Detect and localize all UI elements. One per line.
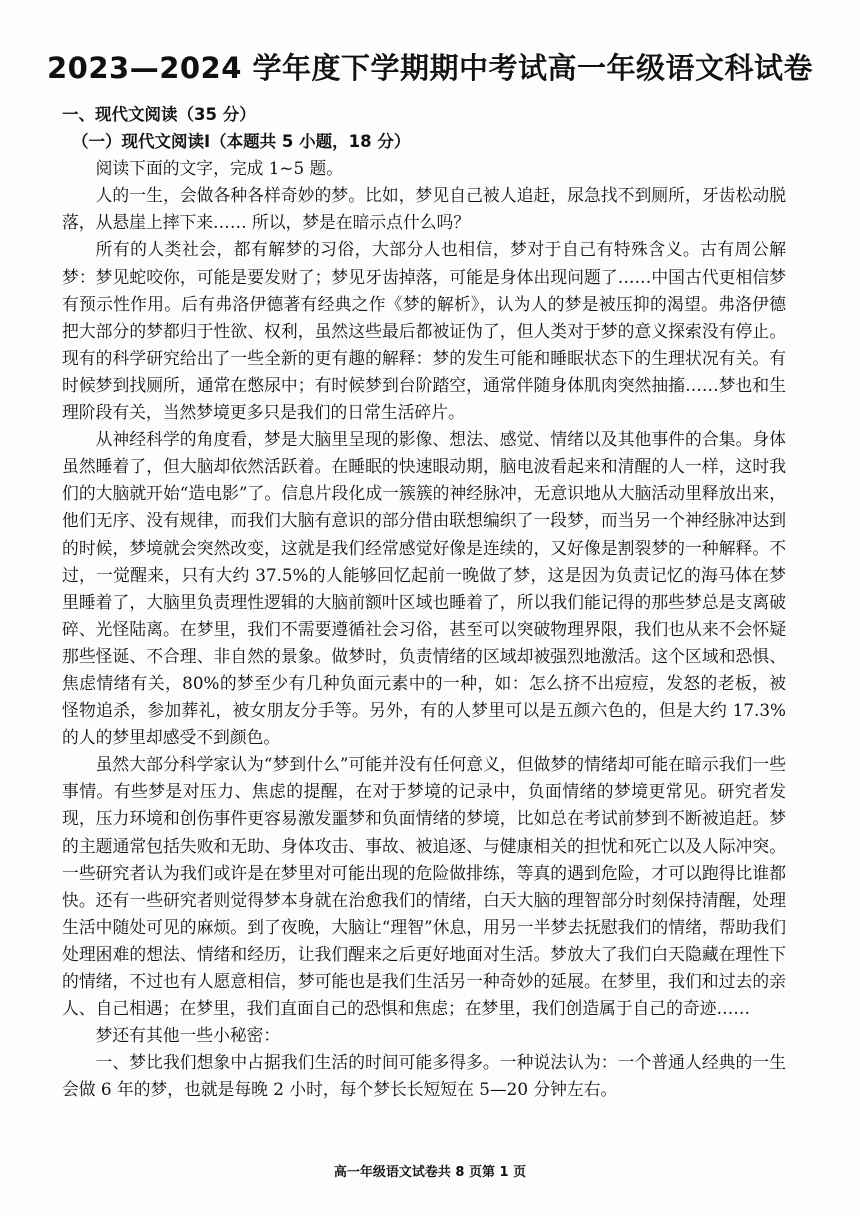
paragraph-1: 人的一生，会做各种各样奇妙的梦。比如，梦见自己被人追赶，尿急找不到厕所，牙齿松动脱落，从悬崖上摔下来…… 所以，梦是在暗示点什么吗？ [62,185,786,233]
paragraph-4: 虽然大部分科学家认为“梦到什么”可能并没有任何意义，但做梦的情绪却可能在暗示我们一些事情。有些梦是对压力、焦虑的提醒，在对于梦境的记录中，负面情绪的梦境更常见。研究者发现，压力环境和创伤事件更容易激发噩梦和负面情绪的梦境，比如总在考试前梦到不断被追赶。梦的主题通常包括失败和无助、身体攻击、事故、被追逐、与健康相关的担忧和死亡以及人际冲突。一些研究者认为我们或许是在梦里对可能出现的危险做排练，等真的遇到危险，才可以跑得比谁都快。还有一些研究者则觉得梦本身就在治愈我们的情绪，白天大脑的理智部分时刻保持清醒，处理生活中随处可见的麻烦。到了夜晚，大脑让“理智”休息，用另一半梦去抚慰我们的情绪，帮助我们处理困难的想法、情绪和经历，让我们醒来之后更好地面对生活。梦放大了我们白天隐藏在理性下的情绪，不过也有人愿意相信，梦可能也是我们生活另一种奇妙的延展。在梦里，我们和过去的亲人、自己相遇；在梦里，我们直面自己的恐惧和焦虑；在梦里，我们创造属于自己的奇迹…… [62,754,786,1019]
paragraph-2: 所有的人类社会，都有解梦的习俗，大部分人也相信，梦对于自己有特殊含义。古有周公解梦：梦见蛇咬你，可能是要发财了；梦见牙齿掉落，可能是身体出现问题了……中国古代更相信梦有预示性作用。后有弗洛伊德著有经典之作《梦的解析》，认为人的梦是被压抑的渴望。弗洛伊德把大部分的梦都归于性欲、权利，虽然这些最后都被证伪了，但人类对于梦的意义探索没有停止。现有的科学研究给出了一些全新的更有趣的解释：梦的发生可能和睡眠状态下的生理状况有关。有时候梦到找厕所，通常在憋尿中；有时候梦到台阶踏空，通常伴随身体肌肉突然抽搐……梦也和生理阶段有关，当然梦境更多只是我们的日常生活碎片。 [62,239,786,423]
instruction-text: 阅读下面的文字，完成 1~5 题。 [95,158,344,179]
subsection-heading: （一）现代文阅读Ⅰ（本题共 5 小题，18 分） [72,132,411,152]
section-heading: 一、现代文阅读（35 分） [62,105,256,124]
page-footer: 高一年级语文试卷共 8 页第 1 页 [333,1165,527,1180]
exam-title: 2023—2024 学年度下学期期中考试高一年级语文科试卷 [46,51,814,85]
reading-passage [62,101,786,1103]
paragraph-6: 一、梦比我们想象中占据我们生活的时间可能多得多。一种说法认为：一个普通人经典的一生会做 6 年的梦，也就是每晚 2 小时，每个梦长长短短在 5—20 分钟左右。 [62,1052,786,1100]
paragraph-3: 从神经科学的角度看，梦是大脑里呈现的影像、想法、感觉、情绪以及其他事件的合集。身体虽然睡着了，但大脑却依然活跃着。在睡眠的快速眼动期，脑电波看起来和清醒的人一样，这时我们的大脑就开始“造电影”了。信息片段化成一簇簇的神经脉冲，无意识地从大脑活动里释放出来，他们无序、没有规律，而我们大脑有意识的部分借由联想编织了一段梦，而当另一个神经脉冲达到的时候，梦境就会突然改变，这就是我们经常感觉好像是连续的，又好像是割裂梦的一种解释。不过，一觉醒来，只有大约 37.5%的人能够回忆起前一晚做了梦，这是因为负责记忆的海马体在梦里睡着了，大脑里负责理性逻辑的大脑前额叶区域也睡着了，所以我们能记得的那些梦总是支离破碎、光怪陆离。在梦里，我们不需要遵循社会习俗，甚至可以突破物理界限，我们也从来不会怀疑那些怪诞、不合理、非自然的景象。做梦时，负责情绪的区域却被强烈地激活。这个区域和恐惧、焦虑情绪有关，80%的梦至少有几种负面元素中的一种，如：怎么挤不出痘痘，发怒的老板，被怪物追杀，参加葬礼，被女朋友分手等。另外，有的人梦里可以是五颜六色的，但是大约 17.3%的人的梦里却感受不到颜色。 [62,429,786,748]
paragraph-5: 梦还有其他一些小秘密： [95,1025,281,1046]
